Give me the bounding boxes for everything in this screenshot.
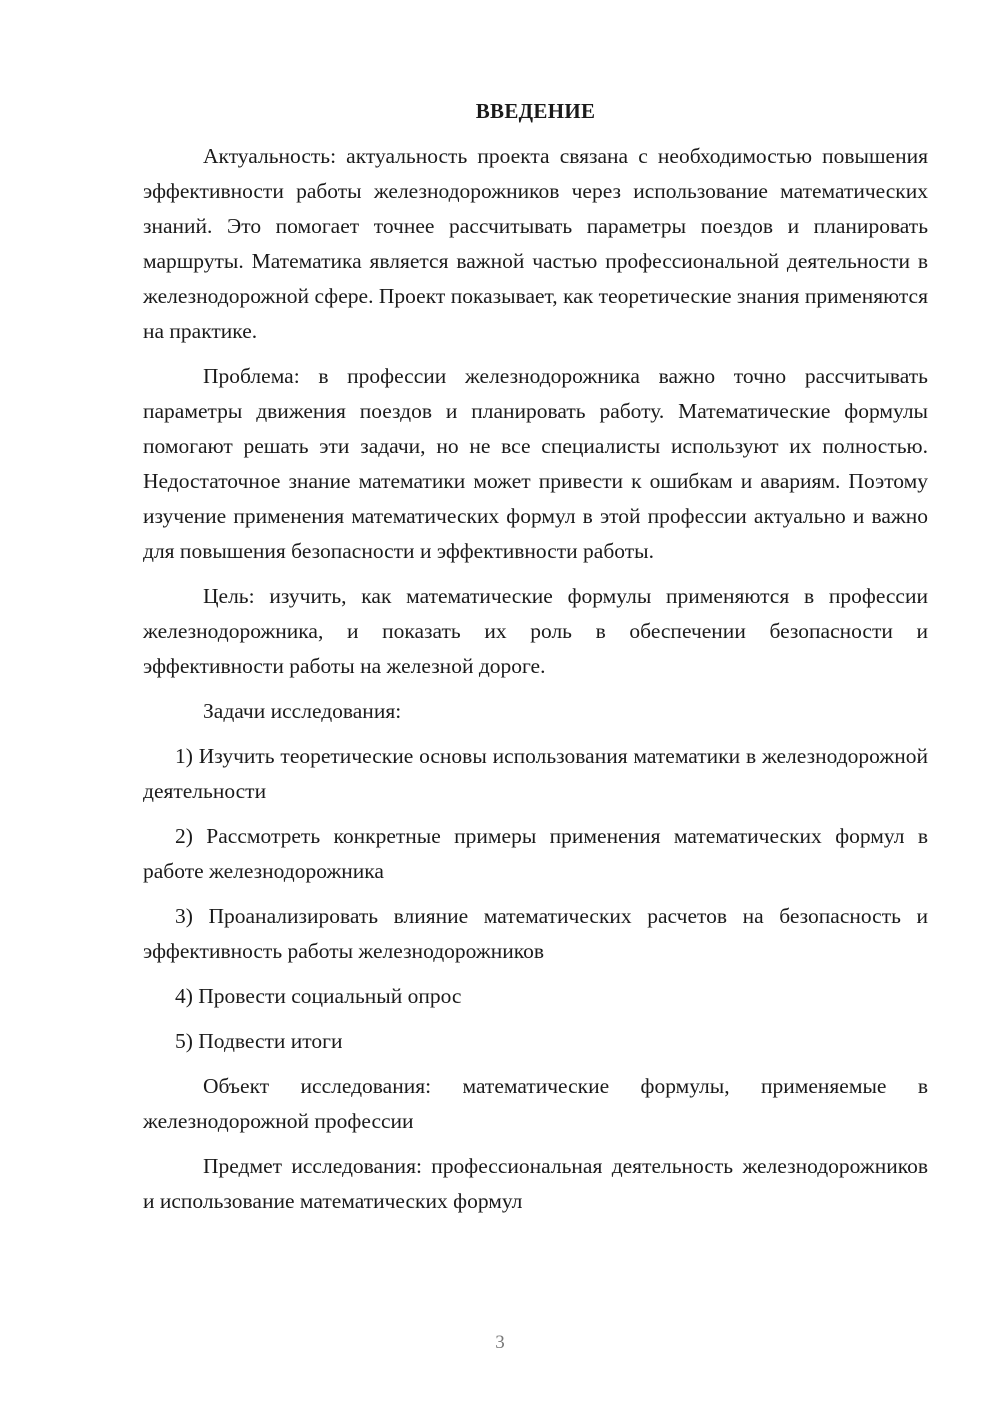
- subject-paragraph: Предмет исследования: профессиональная деятельность железнодорожников и использование математических формул: [143, 1154, 928, 1213]
- task-item-4: 4) Провести социальный опрос: [175, 984, 462, 1008]
- page-content: [143, 94, 928, 1219]
- task-item-5: 5) Подвести итоги: [175, 1029, 343, 1053]
- task-item-1: 1) Изучить теоретические основы использования математики в железнодорожной деятельности: [143, 744, 928, 803]
- page-number: 3: [495, 1332, 505, 1353]
- task-item-2: 2) Рассмотреть конкретные примеры применения математических формул в работе железнодорожника: [143, 824, 928, 883]
- section-title: ВВЕДЕНИЕ: [475, 99, 596, 123]
- tasks-heading: Задачи исследования:: [203, 699, 402, 723]
- task-item-3: 3) Проанализировать влияние математических расчетов на безопасность и эффективность работы железнодорожников: [143, 904, 928, 963]
- goal-paragraph: Цель: изучить, как математические формулы применяются в профессии железнодорожника, и показать их роль в обеспечении безопасности и эффективности работы на железной дороге.: [143, 584, 928, 678]
- problem-paragraph: Проблема: в профессии железнодорожника важно точно рассчитывать параметры движения поездов и планировать работу. Математические формулы помогают решать эти задачи, но не все специалисты используют их полностью. Недостаточное знание математики может привести к ошибкам и авариям. Поэтому изучение применения математических формул в этой профессии актуально и важно для повышения безопасности и эффективности работы.: [143, 364, 928, 563]
- relevance-paragraph: Актуальность: актуальность проекта связана с необходимостью повышения эффективности работы железнодорожников через использование математических знаний. Это помогает точнее рассчитывать параметры поездов и планировать маршруты. Математика является важной частью профессиональной деятельности в железнодорожной сфере. Проект показывает, как теоретические знания применяются на практике.: [143, 144, 928, 343]
- object-paragraph: Объект исследования: математические формулы, применяемые в железнодорожной профессии: [143, 1074, 928, 1133]
